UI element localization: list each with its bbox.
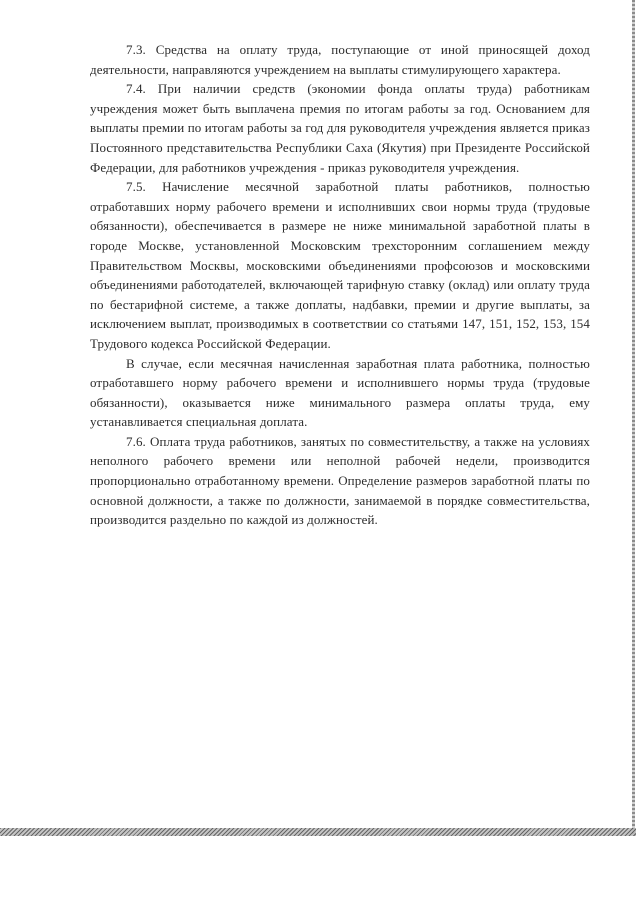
paragraph-7-3: 7.3. Средства на оплату труда, поступающие от иной приносящей доход деятельности, направляются учреждением на выплаты стимулирующего характера. [90, 42, 590, 77]
document-body [90, 40, 590, 530]
paragraph-7-5: 7.5. Начисление месячной заработной платы работников, полностью отработавших норму рабочего времени и исполнивших свои нормы труда (трудовые обязанности), обеспечивается в размере не ниже минимальной заработной платы в городе Москве, установленной Московским трехсторонним соглашением между Правительством Москвы, московскими объединениями профсоюзов и московскими объединениями работодателей, включающей тарифную ставку (оклад) или оплату труда по бестарифной системе, а также доплаты, надбавки, премии и другие выплаты, за исключением выплат, производимых в соответствии со статьями 147, 151, 152, 153, 154 Трудового кодекса Российской Федерации. [90, 179, 590, 351]
scan-bottom-band [0, 828, 636, 836]
paragraph-special-supplement: В случае, если месячная начисленная заработная плата работника, полностью отработавшего норму рабочего времени и исполнившего нормы труда (трудовые обязанности), оказывается ниже минимального размера оплаты труда, ему устанавливается специальная доплата. [90, 355, 590, 430]
paragraph-7-6: 7.6. Оплата труда работников, занятых по совместительству, а также на условиях неполного рабочего времени или неполной рабочей недели, производится пропорционально отработанному времени. Определение размеров заработной платы по основной должности, а также по должности, занимаемой в порядке совместительства, производится раздельно по каждой из должностей. [90, 433, 590, 528]
paragraph-7-4: 7.4. При наличии средств (экономии фонда оплаты труда) работникам учреждения может быть выплачена премия по итогам работы за год. Основанием для выплаты премии по итогам работы за год для руководителя учреждения является приказ Постоянного представительства Республики Саха (Якутия) при Президенте Российской Федерации, для работников учреждения - приказ руководителя учреждения. [90, 81, 590, 175]
scan-right-edge [632, 0, 635, 835]
